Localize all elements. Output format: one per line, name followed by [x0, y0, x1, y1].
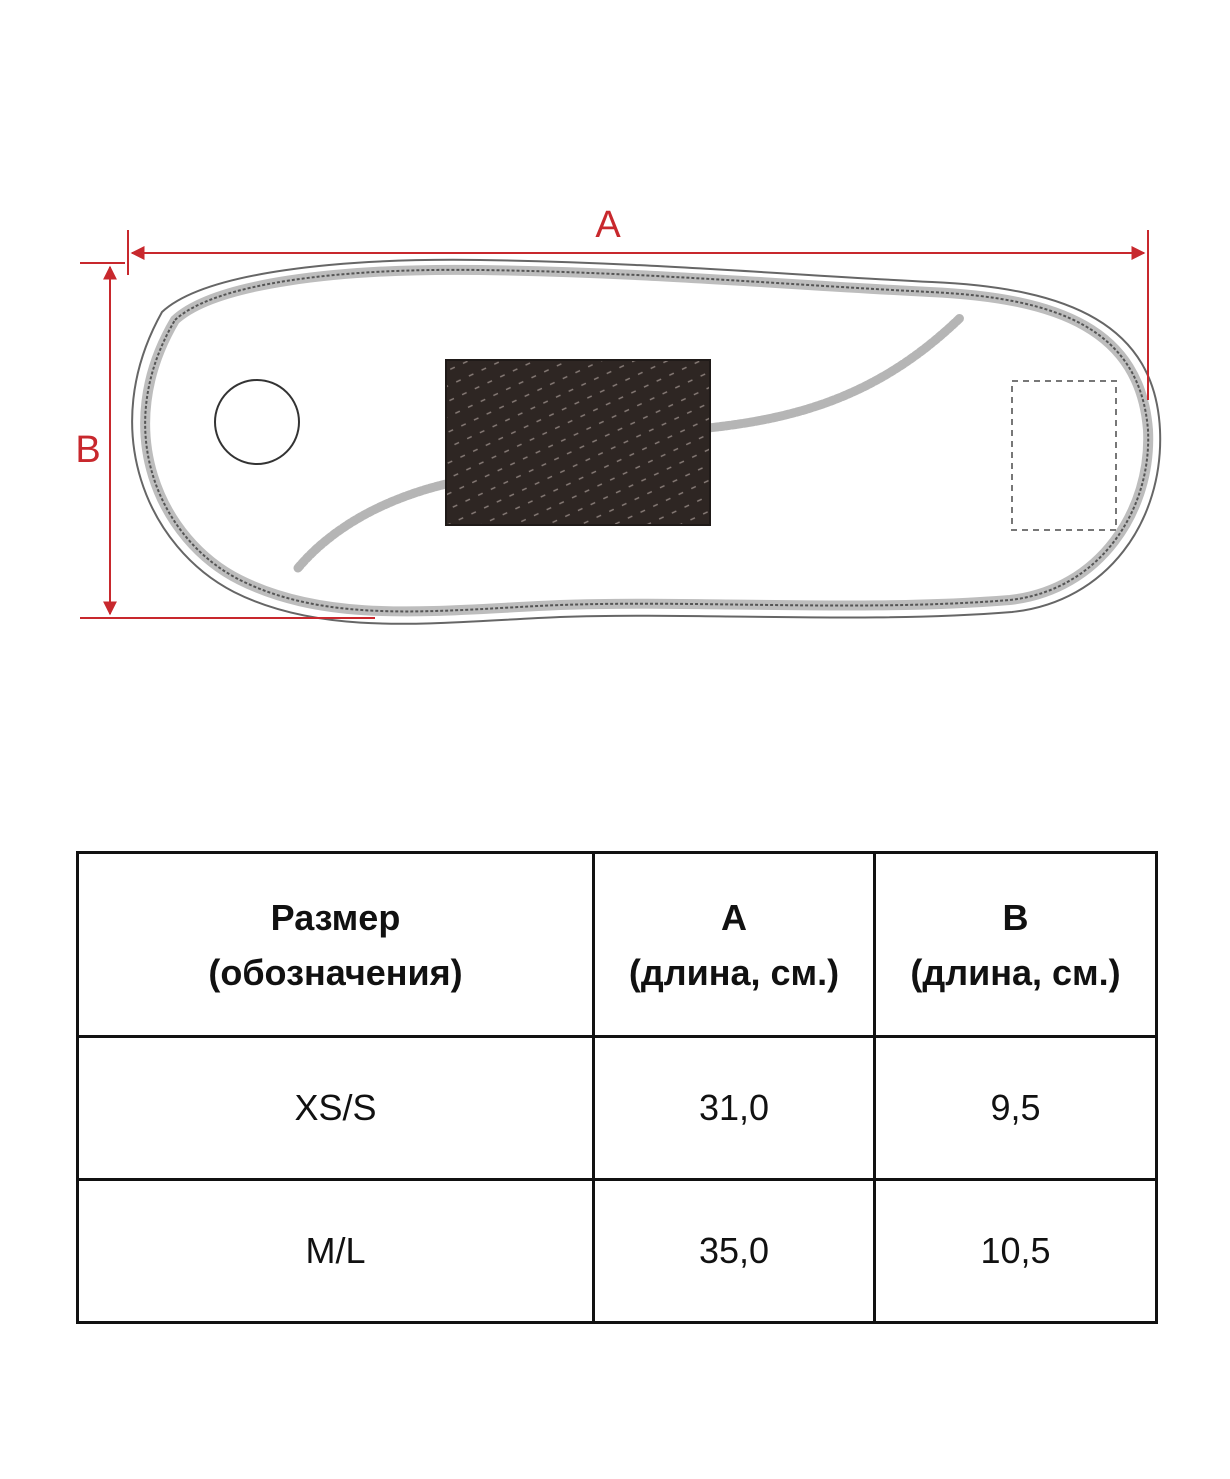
dimension-label-b: B	[75, 429, 101, 471]
size-table	[76, 851, 1158, 1324]
insole-diagram	[0, 0, 1230, 700]
heel-circle	[215, 380, 299, 464]
table-row	[78, 1180, 1157, 1323]
dimension-b	[75, 263, 375, 618]
toe-dashed-rect	[1012, 381, 1116, 530]
cell-a: 35,0	[594, 1180, 875, 1323]
header-size-title: Размер	[270, 896, 401, 938]
header-size	[78, 853, 594, 1037]
table-row	[78, 1037, 1157, 1180]
header-size-subtitle: (обозначения)	[208, 951, 463, 993]
header-a-subtitle: (длина, см.)	[628, 951, 840, 993]
header-a-title: A	[721, 896, 747, 938]
table-header-row	[78, 853, 1157, 1037]
cell-size: XS/S	[78, 1037, 594, 1180]
cell-b: 9,5	[875, 1037, 1157, 1180]
cell-size: M/L	[78, 1180, 594, 1323]
hook-patch	[446, 360, 710, 525]
header-b-subtitle: (длина, см.)	[910, 951, 1121, 993]
header-b	[875, 853, 1157, 1037]
header-b-title: B	[1002, 896, 1029, 938]
cell-b: 10,5	[875, 1180, 1157, 1323]
dimension-label-a: A	[595, 204, 621, 246]
header-a	[594, 853, 875, 1037]
cell-a: 31,0	[594, 1037, 875, 1180]
